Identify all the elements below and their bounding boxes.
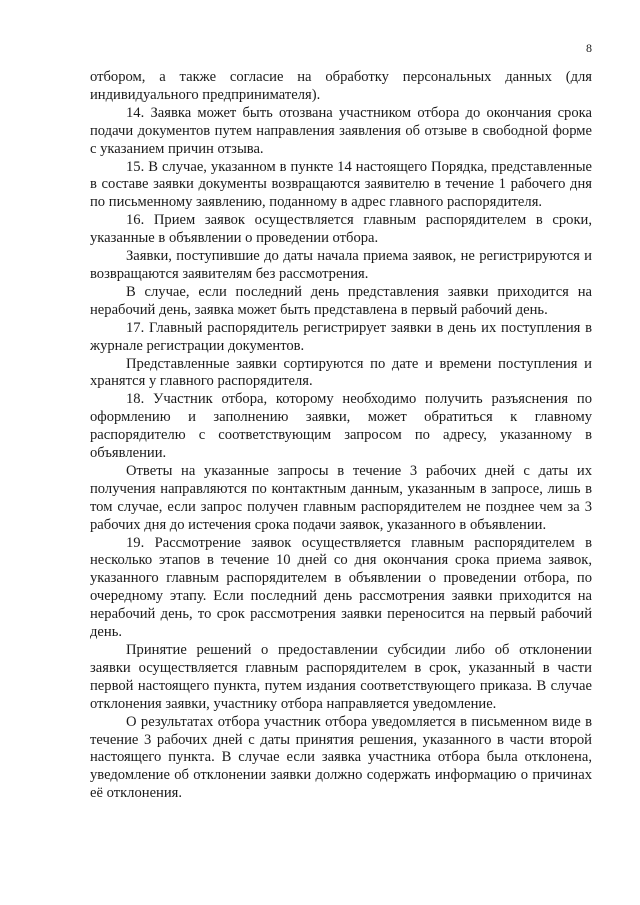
document-body (90, 69, 592, 803)
paragraph-18-answers: Ответы на указанные запросы в течение 3 рабочих дней с даты их получения направляются по контактным данным, указанным в запросе, лишь в том случае, если запрос получен главным распорядителем не позднее чем за 3 рабочих дня до истечения срока подачи заявок, указанного в объявлении. (90, 462, 592, 533)
paragraph-continuation: отбором, а также согласие на обработку персональных данных (для индивидуального предпринимателя). (90, 69, 592, 103)
paragraph-14: 14. Заявка может быть отозвана участником отбора до окончания срока подачи документов путем направления заявления об отзыве в свободной форме с указанием причин отзыва. (90, 104, 592, 157)
paragraph-17: 17. Главный распорядитель регистрирует заявки в день их поступления в журнале регистрации документов. (90, 319, 592, 354)
paragraph-18: 18. Участник отбора, которому необходимо получить разъяснения по оформлению и заполнению заявки, может обратиться к главному распорядителю с соответствующим запросом по адресу, указанному в объявлении. (90, 391, 592, 462)
paragraph-19: 19. Рассмотрение заявок осуществляется главным распорядителем в несколько этапов в течение 10 дней со дня окончания срока приема заявок, указанного главным распорядителем в объявлении о проведении отбора, по очередному этапу. Если последний день рассмотрения заявки приходится на нерабочий день, то срок рассмотрения заявки переносится на первый рабочий день. (90, 534, 592, 641)
paragraph-17-sorting: Представленные заявки сортируются по дате и времени поступления и хранятся у главного распорядителя. (90, 355, 592, 390)
paragraph-19-notification: О результатах отбора участник отбора уведомляется в письменном виде в течение 3 рабочих дней с даты принятия решения, указанного в части второй настоящего пункта. В случае если заявка участника отбора была отклонена, уведомление об отклонении заявки должно содержать информацию о причинах её отклонения. (90, 713, 592, 802)
paragraph-16-non-working-day: В случае, если последний день представления заявки приходится на нерабочий день, заявка может быть представлена в первый рабочий день. (90, 283, 592, 318)
paragraph-16: 16. Прием заявок осуществляется главным распорядителем в сроки, указанные в объявлении о проведении отбора. (90, 212, 592, 247)
paragraph-16-early-applications: Заявки, поступившие до даты начала приема заявок, не регистрируются и возвращаются заявителям без рассмотрения. (90, 248, 592, 282)
paragraph-19-decisions: Принятие решений о предоставлении субсидии либо об отклонении заявки осуществляется главным распорядителем в срок, указанный в части первой настоящего пункта, путем издания соответствующего приказа. В случае отклонения заявки, участнику отбора направляется уведомление. (90, 642, 592, 712)
page-number: 8 (586, 41, 592, 55)
paragraph-15: 15. В случае, указанном в пункте 14 настоящего Порядка, представленные в составе заявки документы возвращаются заявителю в течение 1 рабочего дня по письменному заявлению, поданному в адрес главного распорядителя. (90, 158, 592, 211)
